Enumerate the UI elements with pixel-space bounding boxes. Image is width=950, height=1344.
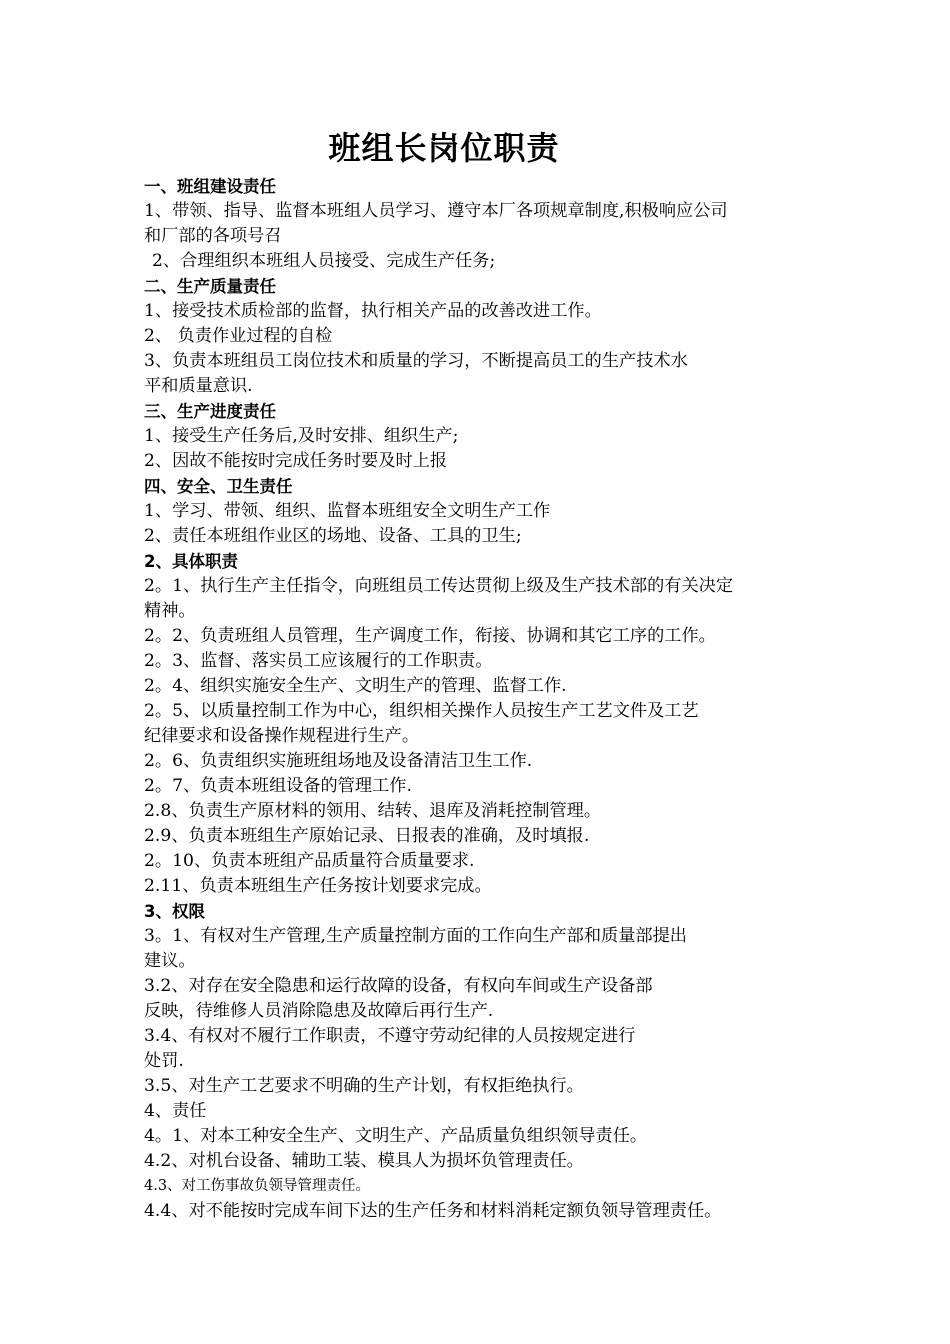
section-heading-quality: 二、生产质量责任 xyxy=(144,277,276,296)
text-line: 和厂部的各项号召 xyxy=(144,226,282,246)
text-line: 4。1、对本工种安全生产、文明生产、产品质量负组织领导责任。 xyxy=(144,1126,648,1146)
text-line: 1、学习、带领、组织、监督本班组安全文明生产工作 xyxy=(144,501,551,521)
text-line: 4.4、对不能按时完成车间下达的生产任务和材料消耗定额负领导管理责任。 xyxy=(144,1201,722,1221)
text-line: 纪律要求和设备操作规程进行生产。 xyxy=(144,726,420,746)
text-line: 2、 负责作业过程的自检 xyxy=(144,326,333,346)
text-line: 2。1、执行生产主任指令，向班组员工传达贯彻上级及生产技术部的有关决定 xyxy=(144,576,734,596)
text-line: 2.9、负责本班组生产原始记录、日报表的准确，及时填报. xyxy=(144,826,590,846)
text-line: 1、带领、指导、监督本班组人员学习、遵守本厂各项规章制度,积极响应公司 xyxy=(144,201,728,221)
text-line: 3.2、对存在安全隐患和运行故障的设备，有权向车间或生产设备部 xyxy=(144,976,653,996)
document-body xyxy=(144,174,824,1224)
text-line: 3.5、对生产工艺要求不明确的生产计划，有权拒绝执行。 xyxy=(144,1076,584,1096)
text-line: 反映，待维修人员消除隐患及故障后再行生产. xyxy=(144,1001,494,1021)
text-line: 3.4、有权对不履行工作职责，不遵守劳动纪律的人员按规定进行 xyxy=(144,1026,636,1046)
section-heading-responsibility: 4、责任 xyxy=(144,1101,207,1121)
text-line: 精神。 xyxy=(144,601,196,621)
section-heading-progress: 三、生产进度责任 xyxy=(144,402,276,421)
text-line: 1、接受生产任务后,及时安排、组织生产; xyxy=(144,426,459,446)
section-heading-authority: 3、权限 xyxy=(144,902,205,921)
text-line: 3。1、有权对生产管理,生产质量控制方面的工作向生产部和质量部提出 xyxy=(144,926,687,946)
text-line: 2。5、以质量控制工作为中心，组织相关操作人员按生产工艺文件及工艺 xyxy=(144,701,699,721)
text-line: 4.3、对工伤事故负领导管理责任。 xyxy=(144,1178,371,1194)
text-line: 2.11、负责本班组生产任务按计划要求完成。 xyxy=(144,876,492,896)
text-line: 2。2、负责班组人员管理，生产调度工作，衔接、协调和其它工序的工作。 xyxy=(144,626,716,646)
text-line: 4.2、对机台设备、辅助工装、模具人为损坏负管理责任。 xyxy=(144,1151,584,1171)
text-line: 2、因故不能按时完成任务时要及时上报 xyxy=(144,451,448,471)
document-title: 班组长岗位职责 xyxy=(328,129,560,167)
text-line: 2。3、监督、落实员工应该履行的工作职责。 xyxy=(144,651,493,671)
text-line: 2。7、负责本班组设备的管理工作. xyxy=(144,776,412,796)
text-line: 2.8、负责生产原材料的领用、结转、退库及消耗控制管理。 xyxy=(144,801,602,821)
text-line: 平和质量意识. xyxy=(144,376,253,396)
section-heading-safety: 四、安全、卫生责任 xyxy=(144,477,293,496)
text-line: 2、合理组织本班组人员接受、完成生产任务; xyxy=(152,251,496,271)
text-line: 3、负责本班组员工岗位技术和质量的学习，不断提高员工的生产技术水 xyxy=(144,351,688,371)
section-heading-duties: 2、具体职责 xyxy=(144,552,238,571)
text-line: 2。4、组织实施安全生产、文明生产的管理、监督工作. xyxy=(144,676,567,696)
text-line: 2。10、负责本班组产品质量符合质量要求. xyxy=(144,851,475,871)
text-line: 2。6、负责组织实施班组场地及设备清洁卫生工作. xyxy=(144,751,533,771)
text-line: 建议。 xyxy=(144,951,196,971)
section-heading-team-building: 一、班组建设责任 xyxy=(144,177,276,196)
text-line: 1、接受技术质检部的监督，执行相关产品的改善改进工作。 xyxy=(144,301,602,321)
text-line: 处罚. xyxy=(144,1051,184,1071)
text-line: 2、责任本班组作业区的场地、设备、工具的卫生; xyxy=(144,526,522,546)
